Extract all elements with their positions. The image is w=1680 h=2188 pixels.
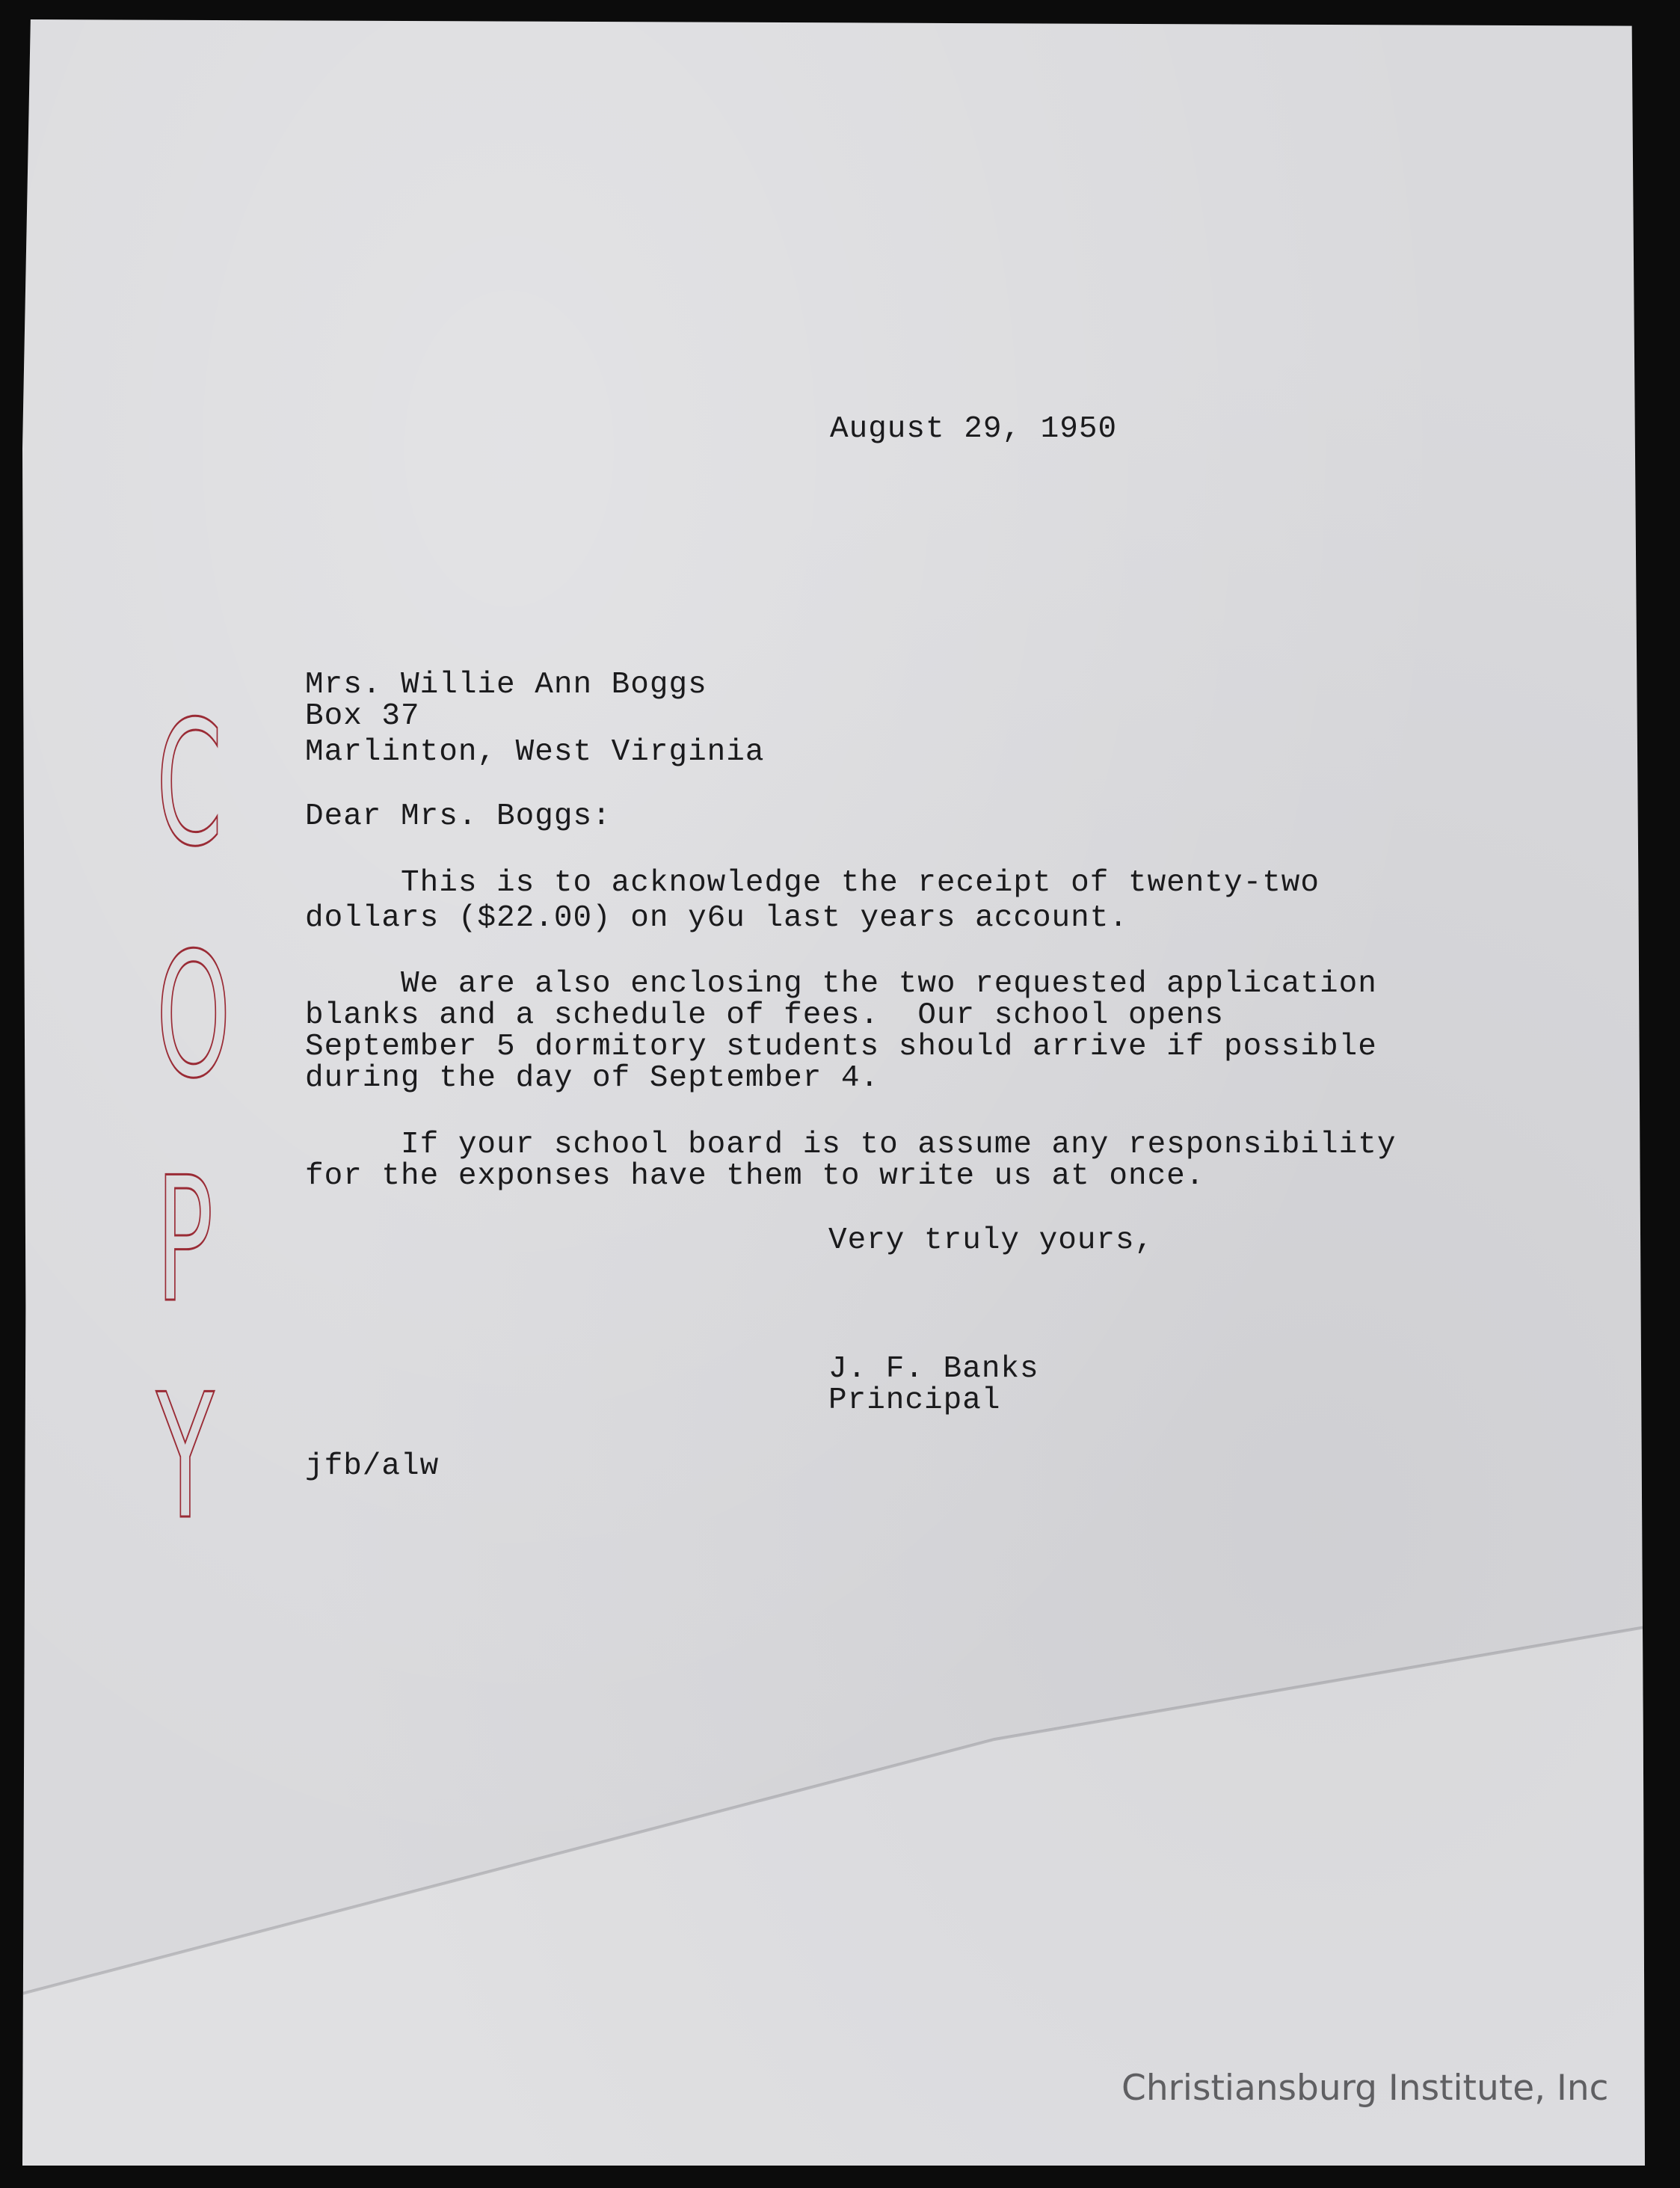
paragraph-3-line-2: for the exponses have them to write us at once. (305, 1159, 1205, 1193)
copy-stamp-letter-y: Y (156, 1358, 215, 1558)
copy-stamp-letter-p: P (156, 1141, 214, 1341)
archive-watermark: Christiansburg Institute, Inc (1121, 2068, 1609, 2109)
recipient-city: Marlinton, West Virginia (305, 735, 765, 769)
paragraph-1-line-1: This is to acknowledge the receipt of twenty-two (305, 866, 1320, 900)
paragraph-2-line-3: September 5 dormitory students should arrive if possible (305, 1030, 1377, 1064)
closing: Very truly yours, (828, 1223, 1154, 1258)
recipient-box: Box 37 (305, 699, 420, 734)
recipient-name: Mrs. Willie Ann Boggs (305, 668, 707, 702)
paragraph-1-line-2: dollars ($22.00) on y6u last years account. (305, 901, 1128, 935)
copy-stamp-letter-o: O (156, 917, 231, 1116)
typist-initials: jfb/alw (305, 1449, 440, 1484)
signer-name: J. F. Banks (828, 1352, 1039, 1386)
paragraph-2-line-2: blanks and a schedule of fees. Our school opens (305, 998, 1224, 1033)
paragraph-3-line-1: If your school board is to assume any responsibility (305, 1128, 1397, 1162)
copy-stamp-letter-c: C (156, 685, 223, 885)
salutation: Dear Mrs. Boggs: (305, 799, 612, 834)
paragraph-2-line-1: We are also enclosing the two requested application (305, 967, 1377, 1001)
letter-date: August 29, 1950 (830, 412, 1118, 446)
copy-stamp (136, 685, 231, 1559)
signer-title: Principal (828, 1383, 1001, 1418)
paragraph-2-line-4: during the day of September 4. (305, 1061, 880, 1095)
